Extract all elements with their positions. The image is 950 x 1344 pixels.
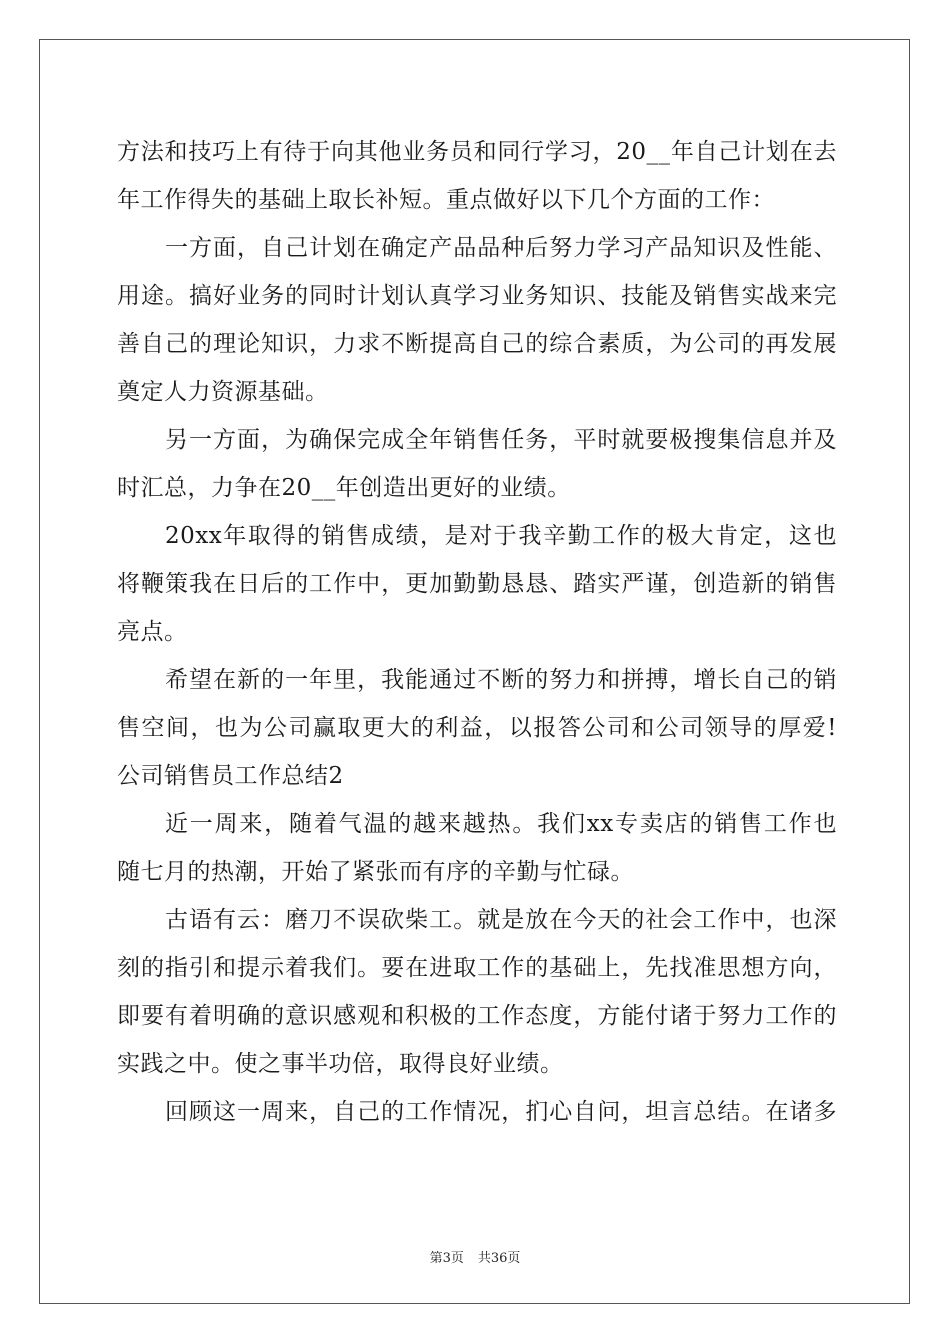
section-heading: 公司销售员工作总结2 (117, 763, 344, 789)
text-line: 善自己的理论知识，力求不断提高自己的综合素质，为公司的再发展 (117, 331, 837, 357)
text-line: 随七月的热潮，开始了紧张而有序的辛勤与忙碌。 (117, 859, 634, 885)
text-line: 希望在新的一年里，我能通过不断的努力和拼搏，增长自己的销 (165, 667, 837, 693)
text-line: 回顾这一周来，自己的工作情况，扪心自问，坦言总结。在诸多 (165, 1099, 837, 1125)
text-line: 实践之中。使之事半功倍，取得良好业绩。 (117, 1051, 564, 1077)
text-line: 亮点。 (117, 619, 188, 645)
text-line: 奠定人力资源基础。 (117, 379, 329, 405)
text-line: 即要有着明确的意识感观和积极的工作态度，方能付诸于努力工作的 (117, 1003, 837, 1029)
text-line: 古语有云：磨刀不误砍柴工。就是放在今天的社会工作中，也深 (165, 907, 837, 933)
text-line: 时汇总，力争在20__年创造出更好的业绩。 (117, 475, 571, 501)
page-number: 第3页 (429, 1251, 464, 1266)
text-line: 年工作得失的基础上取长补短。重点做好以下几个方面的工作： (117, 187, 775, 213)
text-line: 另一方面，为确保完成全年销售任务，平时就要极搜集信息并及 (165, 427, 837, 453)
page-footer (0, 1247, 950, 1266)
text-line: 近一周来，随着气温的越来越热。我们xx专卖店的销售工作也 (165, 811, 837, 837)
text-line: 一方面，自己计划在确定产品品种后努力学习产品知识及性能、 (165, 235, 837, 261)
text-line: 刻的指引和提示着我们。要在进取工作的基础上，先找准思想方向， (117, 955, 837, 981)
page-total: 共36页 (477, 1251, 521, 1266)
text-line: 用途。搞好业务的同时计划认真学习业务知识、技能及销售实战来完 (117, 283, 837, 309)
text-line: 方法和技巧上有待于向其他业务员和同行学习，20__年自己计划在去 (117, 139, 837, 165)
text-line: 20xx年取得的销售成绩，是对于我辛勤工作的极大肯定，这也 (165, 523, 837, 549)
text-line: 将鞭策我在日后的工作中，更加勤勤恳恳、踏实严谨，创造新的销售 (117, 571, 837, 597)
document-body (117, 128, 837, 1136)
text-line: 售空间，也为公司赢取更大的利益，以报答公司和公司领导的厚爱! (117, 715, 837, 741)
